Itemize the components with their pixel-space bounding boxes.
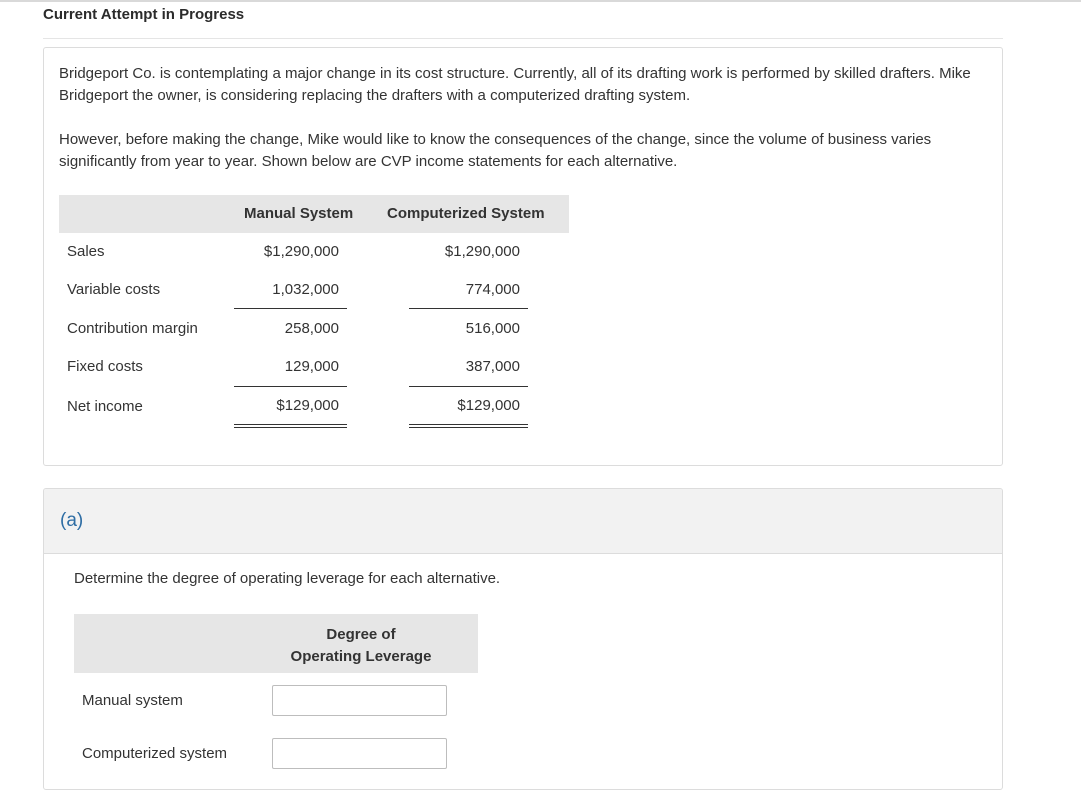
cell-fixed-costs-manual: 129,000 — [284, 358, 339, 375]
problem-statement-card — [43, 47, 1003, 466]
page-title: Current Attempt in Progress — [43, 6, 245, 23]
double-underline-computerized — [409, 427, 528, 428]
subtotal-rule-manual — [234, 308, 347, 309]
cell-net-income-computerized: $129,000 — [457, 397, 520, 414]
row-label-net-income: Net income — [67, 398, 143, 415]
part-a-header — [44, 489, 1002, 554]
subtotal-rule-computerized — [409, 386, 528, 387]
cell-contribution-margin-computerized: 516,000 — [465, 320, 520, 337]
row-label-manual-system: Manual system — [82, 692, 183, 709]
column-header-manual: Manual System — [244, 205, 354, 222]
row-label-variable-costs: Variable costs — [67, 281, 161, 298]
dol-column-header — [272, 624, 450, 668]
cell-net-income-manual: $129,000 — [276, 397, 339, 414]
cell-sales-manual: $1,290,000 — [263, 243, 339, 260]
row-label-computerized-system: Computerized system — [82, 745, 228, 762]
dol-manual-input[interactable] — [272, 685, 447, 716]
row-label-contribution-margin: Contribution margin — [67, 320, 198, 337]
cell-fixed-costs-computerized: 387,000 — [465, 358, 520, 375]
subtotal-rule-computerized — [409, 308, 528, 309]
row-label-sales: Sales — [67, 243, 105, 260]
attempt-header — [43, 0, 1003, 39]
part-a-instruction: Determine the degree of operating leverage for each alternative. — [74, 570, 501, 587]
row-label-fixed-costs: Fixed costs — [67, 358, 143, 375]
part-a-card — [43, 488, 1003, 790]
part-a-label: (a) — [60, 510, 84, 531]
double-underline-manual — [234, 424, 347, 425]
dol-header-line-1: Degree of — [326, 626, 396, 643]
cell-variable-costs-computerized: 774,000 — [465, 281, 520, 298]
cell-contribution-margin-manual: 258,000 — [284, 320, 339, 337]
subtotal-rule-manual — [234, 386, 347, 387]
problem-paragraph-2: However, before making the change, Mike would like to know the consequences of the change, since the volume of business varies significantly from year to year. Shown below are CVP income statements for each alternative. — [59, 131, 932, 170]
dol-header-line-2: Operating Leverage — [290, 648, 432, 665]
column-header-computerized: Computerized System — [387, 205, 545, 222]
cell-variable-costs-manual: 1,032,000 — [272, 281, 339, 298]
double-underline-manual — [234, 427, 347, 428]
problem-paragraph-1: Bridgeport Co. is contemplating a major change in its cost structure. Currently, all of its drafting work is performed by skilled drafters. Mike Bridgeport the owner, is considering replacing the drafters with a computerized drafting system. — [59, 65, 971, 104]
cell-sales-computerized: $1,290,000 — [444, 243, 520, 260]
dol-computerized-input[interactable] — [272, 738, 447, 769]
double-underline-computerized — [409, 424, 528, 425]
